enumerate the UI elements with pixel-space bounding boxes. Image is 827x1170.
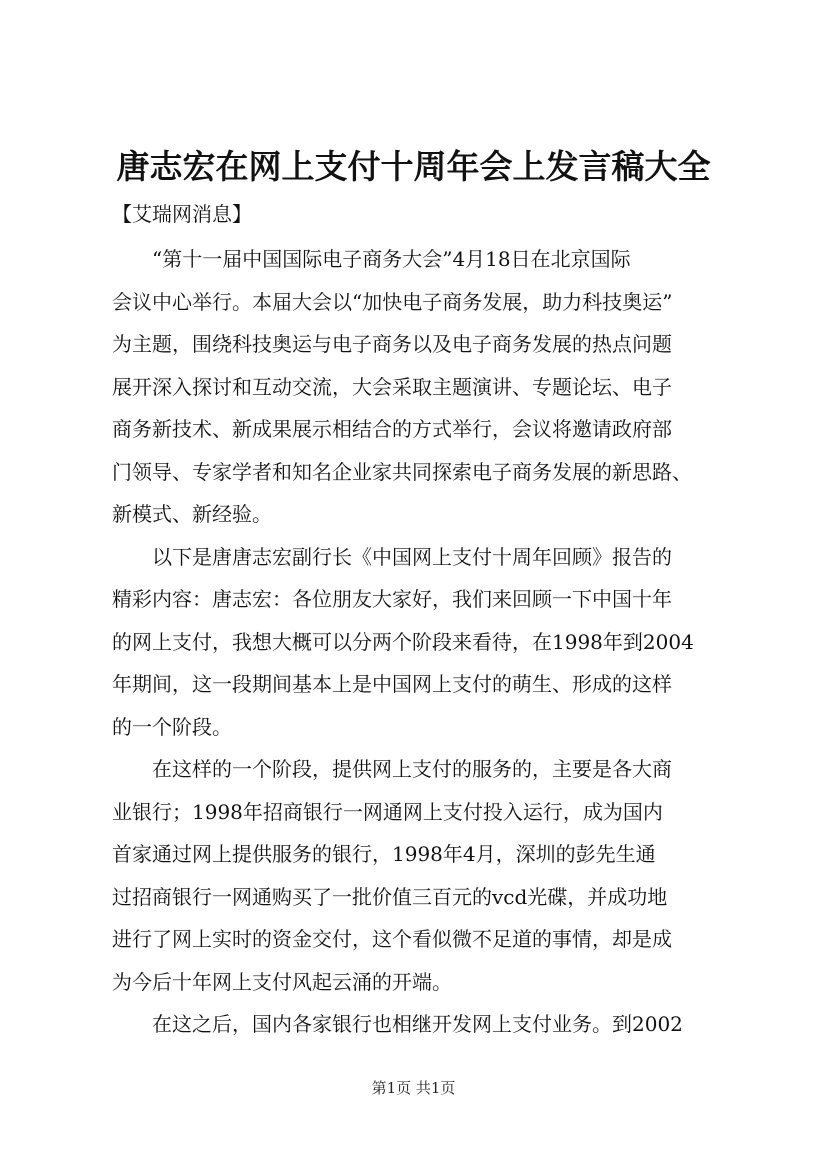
paragraph-line: 精彩内容：唐志宏：各位朋友大家好，我们来回顾一下中国十年: [112, 587, 672, 611]
paragraph-3: [112, 748, 724, 1003]
paragraph-2: [112, 536, 724, 749]
paragraph-line: 的网上支付，我想大概可以分两个阶段来看待，在1998年到2004: [112, 629, 694, 654]
paragraph-line: 为主题，围绕科技奥运与电子商务以及电子商务发展的热点问题: [112, 332, 672, 356]
document-body: [112, 238, 724, 1046]
paragraph-line: 过招商银行一网通购买了一批价值三百元的vcd光碟，并成功地: [112, 884, 668, 909]
paragraph-line: 进行了网上实时的资金交付，这个看似微不足道的事情，却是成: [112, 927, 672, 951]
paragraph-line: 新模式、新经验。: [112, 502, 272, 526]
paragraph-line: 在这之后，国内各家银行也相继开发网上支付业务。到2002: [152, 1012, 683, 1036]
paragraph-line: 首家通过网上提供服务的银行，1998年4月，深圳的彭先生通: [112, 842, 656, 866]
paragraph-line: 业银行；1998年招商银行一网通网上支付投入运行，成为国内: [112, 799, 663, 824]
paragraph-line: “第十一届中国国际电子商务大会”4月18日在北京国际: [152, 247, 631, 271]
source-tag: 【艾瑞网消息】: [112, 202, 252, 226]
paragraph-line: 以下是唐唐志宏副行长《中国网上支付十周年回顾》报告的: [152, 544, 672, 569]
paragraph-line: 年期间，这一段期间基本上是中国网上支付的萌生、形成的这样: [112, 672, 672, 696]
paragraph-line: 为今后十年网上支付风起云涌的开端。: [112, 969, 452, 994]
paragraph-line: 商务新技术、新成果展示相结合的方式举行，会议将邀请政府部: [112, 417, 672, 441]
paragraph-line: 会议中心举行。本届大会以“加快电子商务发展，助力科技奥运”: [112, 289, 673, 314]
paragraph-line: 在这样的一个阶段，提供网上支付的服务的，主要是各大商: [152, 757, 672, 781]
page-footer: 第1页 共1页: [371, 1079, 456, 1097]
document-title: 唐志宏在网上支付十周年会上发言稿大全: [116, 147, 711, 186]
paragraph-1: [112, 238, 724, 536]
paragraph-line: 门领导、专家学者和知名企业家共同探索电子商务发展的新思路、: [112, 459, 692, 484]
paragraph-line: 的一个阶段。: [112, 714, 232, 739]
paragraph-4: [112, 1003, 724, 1046]
paragraph-line: 展开深入探讨和互动交流，大会采取主题演讲、专题论坛、电子: [112, 374, 672, 399]
